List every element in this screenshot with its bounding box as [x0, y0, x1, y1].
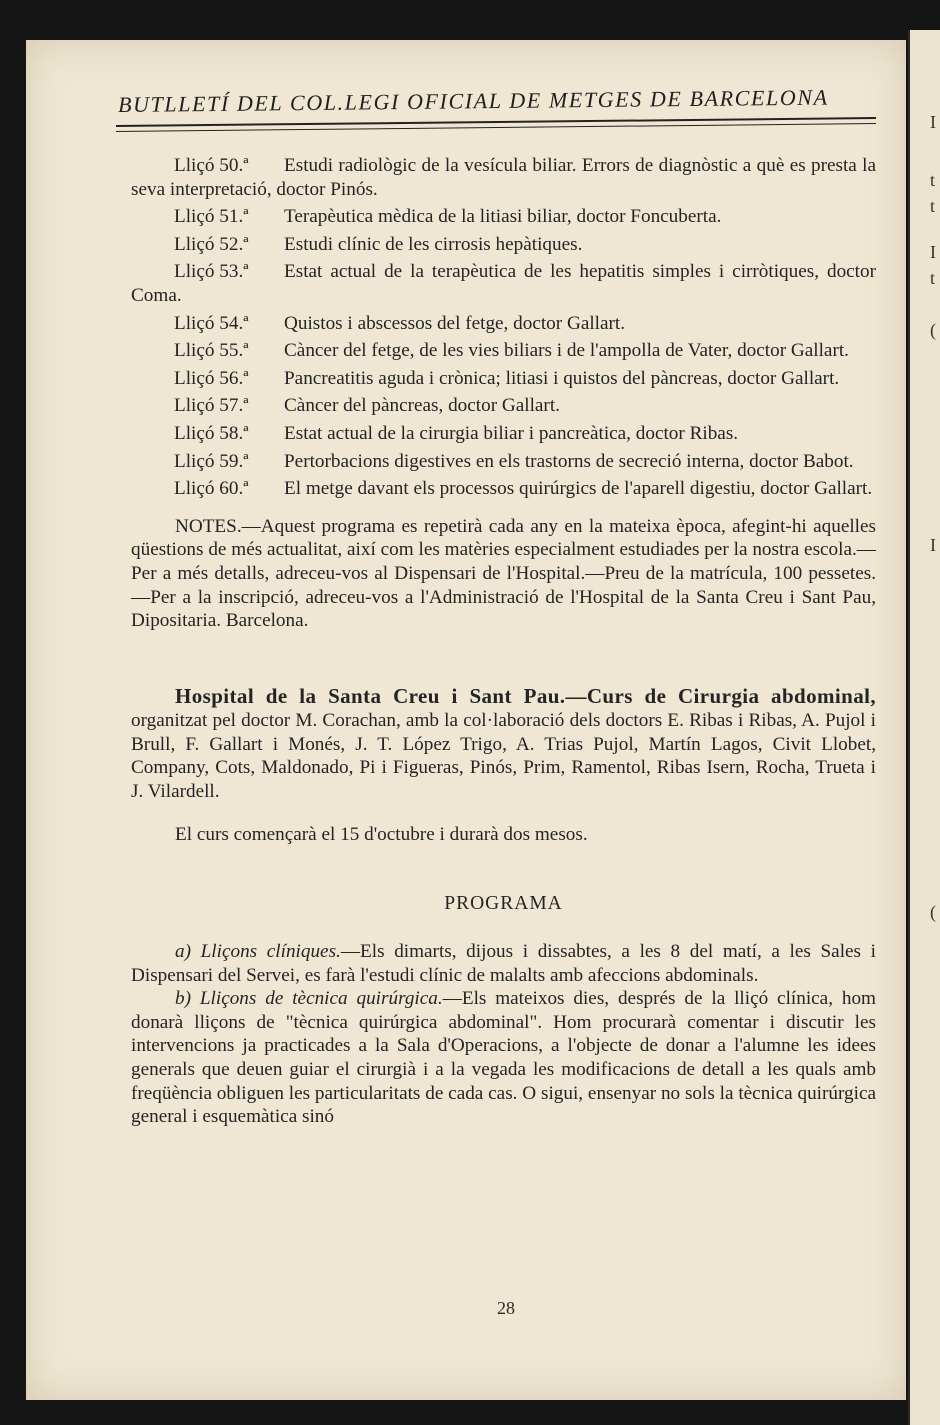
lesson-text: Pertorbacions digestives en els trastorns de secreció interna, doctor Babot.	[284, 450, 854, 472]
facing-page-fragment: (	[930, 320, 936, 340]
lesson-text: Càncer del pàncreas, doctor Gallart.	[284, 395, 560, 417]
page-number: 28	[497, 1298, 515, 1318]
lesson-number: Lliçó 54.ª	[174, 312, 249, 334]
lesson-number: Lliçó 50.ª	[174, 155, 249, 176]
page-body	[131, 154, 876, 1129]
hospital-course-paragraph	[131, 685, 876, 804]
lesson-number: Lliçó 58.ª	[174, 422, 249, 444]
program-item-b-text: —Els mateixos dies, després de la lliçó clínica, hom donarà lliçons de "tècnica quirúrgica abdominal". Hom procurarà comentar i discutir les intervencions ja practicades a la Sala d'Operacions, a l'objecte de donar a l'alumne les idees generals que deuen guiar el cirurgià i a la vegada les modificacions de detall a les quals amb freqüència obliguen les particularitats de cada cas. O sigui, ensenyar no sols la tècnica quirúrgica general i esquemàtica sinó	[131, 988, 876, 1128]
lesson-text: Terapèutica mèdica de la litiasi biliar, doctor Foncuberta.	[284, 206, 722, 228]
lesson-text: Estudi radiològic de la vesícula biliar. Errors de diagnòstic a què es presta la seva interpretació, doctor Pinós.	[131, 155, 876, 200]
lesson-text: Pancreatitis aguda i crònica; litiasi i quistos del pàncreas, doctor Gallart.	[284, 367, 840, 389]
lesson-text: Estat actual de la cirurgia biliar i pancreàtica, doctor Ribas.	[284, 422, 739, 444]
notes-paragraph: NOTES.—Aquest programa es repetirà cada any en la mateixa època, afegint-hi aquelles qüestions de més actualitat, així com les matèries especialment estudiades per la nostra escola.—Per a més detalls, adreceu-vos al Dispensari de l'Hospital.—Preu de la matrícula, 100 pessetes.—Per a la inscripció, adreceu-vos a l'Administració de l'Hospital de la Santa Creu i Sant Pau, Dipositaria. Barcelona.	[131, 515, 876, 632]
lesson-number: Lliçó 52.ª	[174, 233, 249, 255]
hospital-course-text: organitzat pel doctor M. Corachan, amb la col·laboració dels doctors E. Ribas i Ribas, A. Pujol i Brull, F. Gallart i Monés, J. T. López Trigo, A. Trias Pujol, Martín Lagos, Civit Llobet, Company, Cots, Maldonado, Pi i Figueras, Pinós, Prim, Ramentol, Ribas Isern, Rocha, Trueta i J. Vilardell.	[131, 710, 876, 803]
running-header: BUTLLETÍ DEL COL.LEGI OFICIAL DE METGES DE BARCELONA	[117, 84, 829, 117]
lesson-text: El metge davant els processos quirúrgics de l'aparell digestiu, doctor Gallart.	[284, 478, 873, 500]
program-item-a	[131, 940, 876, 987]
lesson-entry	[131, 422, 876, 446]
lesson-text: Estat actual de la terapèutica de les hepatitis simples i cirròtiques, doctor Coma.	[131, 261, 876, 306]
facing-page-fragment: I	[930, 112, 936, 132]
lesson-number: Lliçó 56.ª	[174, 367, 249, 389]
lesson-entry	[131, 312, 876, 336]
facing-page-fragment: t	[930, 170, 936, 190]
program-item-b-label: b) Lliçons de tècnica quirúrgica.	[175, 988, 443, 1010]
program-item-a-label: a) Lliçons clíniques.	[175, 941, 341, 963]
lesson-entry	[131, 205, 876, 229]
lesson-entry	[131, 339, 876, 363]
lesson-number: Lliçó 55.ª	[174, 340, 249, 362]
facing-page-fragment: t	[930, 196, 936, 216]
facing-page-fragment: I	[930, 242, 936, 262]
lesson-entry	[131, 260, 876, 307]
hospital-course-title: Hospital de la Santa Creu i Sant Pau.—Curs de Cirurgia abdominal,	[175, 683, 876, 708]
facing-page-fragment: I	[930, 535, 936, 555]
lesson-entry	[131, 367, 876, 391]
program-item-b	[131, 987, 876, 1129]
lesson-number: Lliçó 57.ª	[174, 395, 249, 417]
facing-page-edge	[908, 30, 940, 1425]
course-start-text: El curs començarà el 15 d'octubre i durarà dos mesos.	[175, 823, 588, 845]
lesson-text: Quistos i abscessos del fetge, doctor Gallart.	[284, 312, 626, 334]
lesson-text: Estudi clínic de les cirrosis hepàtiques.	[284, 233, 583, 255]
lesson-number: Lliçó 59.ª	[174, 450, 249, 472]
lesson-text: Càncer del fetge, de les vies biliars i de l'ampolla de Vater, doctor Gallart.	[284, 340, 849, 362]
lesson-number: Lliçó 53.ª	[174, 261, 249, 283]
lesson-entry	[131, 394, 876, 418]
lesson-entry	[131, 154, 876, 201]
lesson-entry	[131, 450, 876, 474]
facing-page-fragment: t	[930, 268, 936, 288]
lesson-number: Lliçó 51.ª	[174, 206, 249, 228]
lesson-entry	[131, 477, 876, 501]
program-item-a-text: —Els dimarts, dijous i dissabtes, a les 8 del matí, a les Sales i Dispensari del Servei, es farà l'estudi clínic de malalts amb afeccions abdominals.	[131, 941, 876, 986]
lesson-entry	[131, 233, 876, 257]
lesson-number: Lliçó 60.ª	[174, 478, 249, 500]
program-heading: PROGRAMA	[444, 893, 563, 915]
facing-page-fragment: (	[930, 902, 936, 922]
